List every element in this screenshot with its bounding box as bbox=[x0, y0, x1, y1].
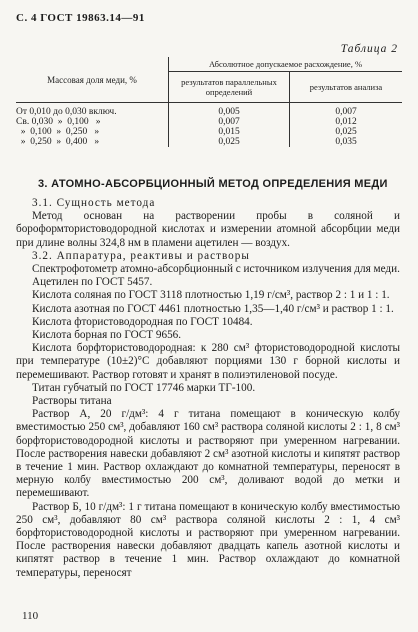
table-row bbox=[16, 117, 402, 127]
cell-parallel: 0,015 bbox=[169, 127, 290, 137]
paragraph: Кислота борная по ГОСТ 9656. bbox=[32, 329, 182, 342]
paragraph: Кислота фтористоводородная по ГОСТ 10484. bbox=[32, 315, 253, 328]
paragraph: Титан губчатый по ГОСТ 17746 марки ТГ-100. bbox=[32, 381, 256, 394]
paragraph: Кислота борфтористоводородная: к 280 см³ фтористоводородной кислоты при температуре (10±2)°С добавляют порциями 130 г борной кислоты и перемешивают. Раствор готовят и хранят в полиэтиленовой посуде. bbox=[16, 342, 400, 381]
paragraph: Растворы титана bbox=[32, 395, 112, 408]
tolerance-table bbox=[16, 57, 402, 147]
paragraph: Кислота азотная по ГОСТ 4461 плотностью 1,35—1,40 г/см³ и раствор 1 : 1. bbox=[32, 302, 394, 315]
subsection-heading: 3.1. Сущность метода bbox=[32, 197, 156, 209]
paragraph: Кислота соляная по ГОСТ 3118 плотностью 1,19 г/см³, раствор 2 : 1 и 1 : 1. bbox=[32, 289, 390, 302]
col-header-parallel: результатов параллельных определений bbox=[169, 72, 290, 103]
cell-parallel: 0,025 bbox=[169, 137, 290, 147]
table-row bbox=[16, 137, 402, 147]
body-text bbox=[16, 197, 400, 580]
cell-range: » 0,100 » 0,250 » bbox=[16, 127, 100, 137]
running-header: С. 4 ГОСТ 19863.14—91 bbox=[16, 12, 145, 24]
cell-analysis: 0,007 bbox=[290, 103, 403, 118]
table-row bbox=[16, 127, 402, 137]
cell-parallel: 0,007 bbox=[169, 117, 290, 127]
table-row bbox=[16, 103, 402, 118]
paragraph: Раствор А, 20 г/дм³: 4 г титана помещают в коническую колбу вместимостью 250 см³, добавляют 160 см³ раствора соляной кислоты 2 : 1, 8 см³ борфтористоводородной кислоты и растворяют при умеренном нагревании. После растворения навески добавляют 2 см³ азотной кислоты и кипятят раствор в течение 1 мин. Раствор охлаждают до комнатной температуры, переносят в мерную колбу вместимостью 200 см³, доливают водой до метки и перемешивают. bbox=[16, 408, 400, 500]
subsection-heading: 3.2. Аппаратура, реактивы и растворы bbox=[32, 249, 250, 262]
section-title: 3. АТОМНО-АБСОРБЦИОННЫЙ МЕТОД ОПРЕДЕЛЕНИЯ МЕДИ bbox=[38, 178, 388, 190]
col-header-group: Абсолютное допускаемое расхождение, % bbox=[169, 57, 403, 72]
cell-range: Св. 0,030 » 0,100 » bbox=[16, 117, 101, 127]
paragraph: Раствор Б, 10 г/дм³: 1 г титана помещают в коническую колбу вместимостью 250 см³, добавляют 80 см³ раствора соляной кислоты 2 : 1, 4 см³ борфтористоводородной кислоты и растворяют при умеренном нагревании. После растворения навески добавляют двадцать капель азотной кислоты и кипятят раствор в течение 1 мин. Раствор охлаждают до комнатной температуры, переносят bbox=[16, 500, 400, 579]
cell-range: » 0,250 » 0,400 » bbox=[16, 137, 100, 147]
cell-analysis: 0,035 bbox=[290, 137, 403, 147]
cell-analysis: 0,012 bbox=[290, 117, 403, 127]
cell-parallel: 0,005 bbox=[169, 103, 290, 118]
paragraph: Ацетилен по ГОСТ 5457. bbox=[32, 276, 153, 289]
table-label: Таблица 2 bbox=[340, 43, 398, 55]
cell-analysis: 0,025 bbox=[290, 127, 403, 137]
col-header-analysis: результатов анализа bbox=[290, 72, 403, 103]
cell-range: От 0,010 до 0,030 включ. bbox=[16, 107, 117, 117]
col-header-mass: Массовая доля меди, % bbox=[16, 57, 169, 103]
paragraph: Спектрофотометр атомно-абсорбционный с источником излучения для меди. bbox=[32, 263, 400, 276]
paragraph: Метод основан на растворении пробы в соляной и бороформтористоводородной кислотах и измерении атомной абсорбции меди при длине волны 324,8 нм в пламени ацетилен — воздух. bbox=[16, 210, 400, 249]
page-number: 110 bbox=[22, 610, 39, 622]
